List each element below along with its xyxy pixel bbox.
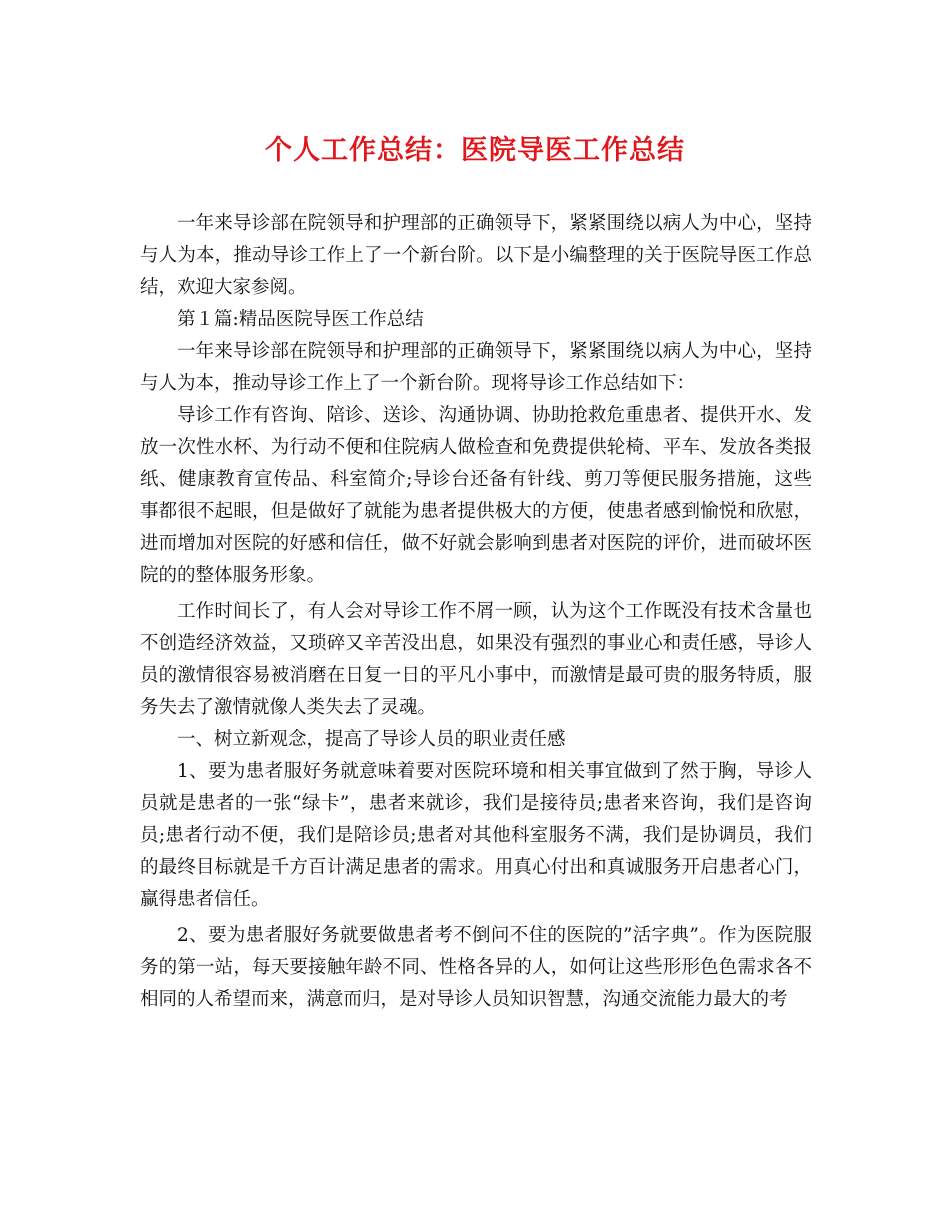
paragraph-section-heading: 第１篇:精品医院导医工作总结 — [177, 309, 424, 330]
paragraph-duties: 导诊工作有咨询、陪诊、送诊、沟通协调、协助抢救危重患者、提供开水、发放一次性水杯、为行动不便和住院病人做检查和免费提供轮椅、平车、发放各类报纸、健康教育宣传品、科室简介;导诊台还备有针线、剪刀等便民服务措施，这些事都很不起眼，但是做好了就能为患者提供极大的方便，使患者感到愉悦和欣慰，进而增加对医院的好感和信任，做不好就会影响到患者对医院的评价，进而破坏医院的的整体服务形象。 — [140, 405, 812, 586]
paragraph-reflection: 工作时间长了，有人会对导诊工作不屑一顾，认为这个工作既没有技术含量也不创造经济效益，又琐碎又辛苦没出息，如果没有强烈的事业心和责任感，导诊人员的激情很容易被消磨在日复一日的平凡小事中，而激情是最可贵的服务特质，服务失去了激情就像人类失去了灵魂。 — [140, 601, 812, 718]
paragraph-point-two: 2、要为患者服好务就要做患者考不倒问不住的医院的”活字典”。作为医院服务的第一站，每天要接触年龄不同、性格各异的人，如何让这些形形色色需求各不相同的人希望而来，满意而归，是对导诊人员知识智慧，沟通交流能力最大的考 — [140, 925, 812, 1010]
paragraph-subheading-one: 一、树立新观念，提高了导诊人员的职业责任感 — [177, 729, 566, 750]
paragraph-point-one: 1、要为患者服好务就意味着要对医院环境和相关事宜做到了然于胸，导诊人员就是患者的一张“绿卡”，患者来就诊，我们是接待员;患者来咨询，我们是咨询员;患者行动不便，我们是陪诊员;患者对其他科室服务不满，我们是协调员，我们的最终目标就是千方百计满足患者的需求。用真心付出和真诚服务开启患者心门，赢得患者信任。 — [140, 761, 812, 910]
document-body — [140, 208, 812, 1016]
document-title: 个人工作总结：医院导医工作总结 — [265, 135, 685, 166]
paragraph-intro: 一年来导诊部在院领导和护理部的正确领导下，紧紧围绕以病人为中心，坚持与人为本，推动导诊工作上了一个新台阶。以下是小编整理的关于医院导医工作总结，欢迎大家参阅。 — [140, 213, 812, 298]
paragraph-opening: 一年来导诊部在院领导和护理部的正确领导下，紧紧围绕以病人为中心，坚持与人为本，推动导诊工作上了一个新台阶。现将导诊工作总结如下： — [140, 341, 812, 394]
